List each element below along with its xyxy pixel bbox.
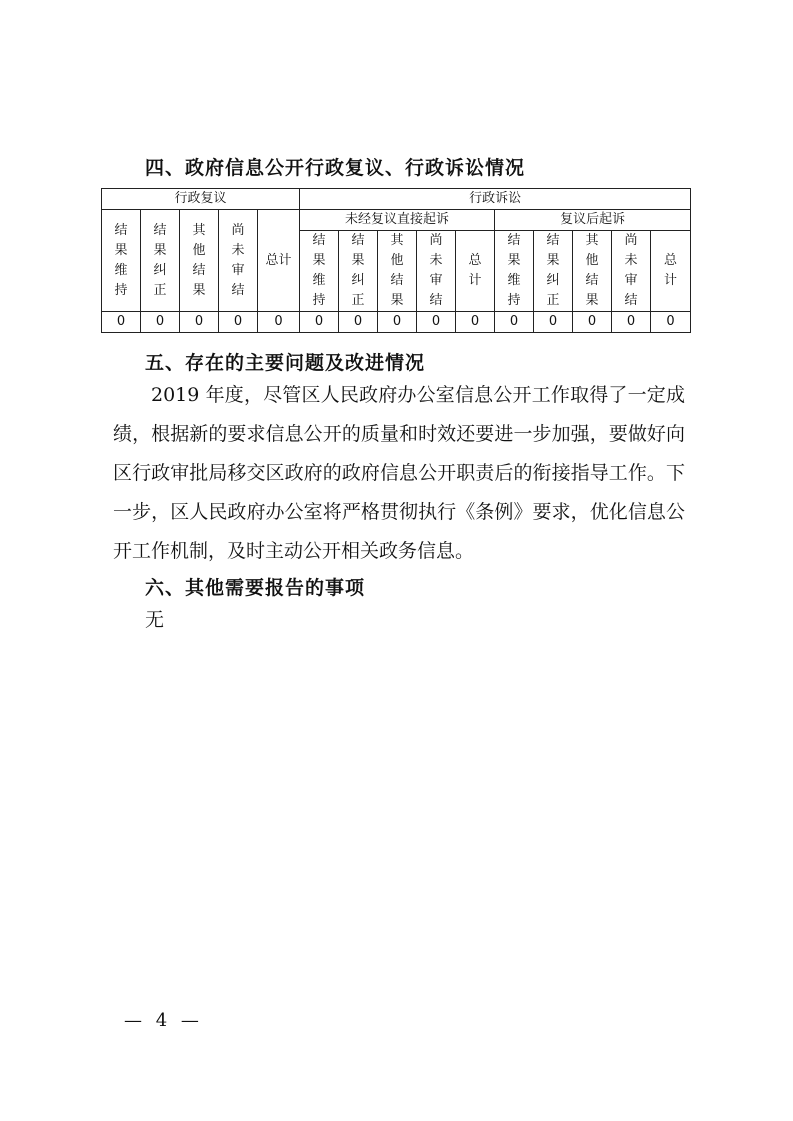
- value-cell: 0: [495, 312, 534, 333]
- post-other-header: 其他结果: [573, 231, 612, 312]
- value-cell: 0: [612, 312, 651, 333]
- review-total-header: 总计: [258, 210, 300, 312]
- post-review-suit-header: 复议后起诉: [495, 210, 691, 231]
- value-cell: 0: [378, 312, 417, 333]
- post-pending-header: 尚未审结: [612, 231, 651, 312]
- admin-litigation-header: 行政诉讼: [300, 189, 691, 210]
- direct-suit-header: 未经复议直接起诉: [300, 210, 495, 231]
- value-cell: 0: [300, 312, 339, 333]
- value-cell: 0: [180, 312, 219, 333]
- section-6-content: 无: [145, 609, 165, 631]
- value-cell: 0: [417, 312, 456, 333]
- review-pending-header: 尚未审结: [219, 210, 258, 312]
- review-other-header: 其他结果: [180, 210, 219, 312]
- page-number: — 4 —: [124, 1010, 203, 1031]
- value-cell: 0: [219, 312, 258, 333]
- section-5-heading: 五、存在的主要问题及改进情况: [145, 352, 426, 374]
- post-maintained-header: 结果维持: [495, 231, 534, 312]
- section-5-paragraph: 2019 年度，尽管区人民政府办公室信息公开工作取得了一定成绩，根据新的要求信息公开的质量和时效还要进一步加强，要做好向区行政审批局移交区政府的政府信息公开职责后的衔接指导工作。下一步，区人民政府办公室将严格贯彻执行《条例》要求，优化信息公开工作机制，及时主动公开相关政务信息。: [113, 384, 685, 562]
- litigation-stats-table: [101, 188, 691, 333]
- review-corrected-header: 结果纠正: [141, 210, 180, 312]
- value-cell: 0: [456, 312, 495, 333]
- section-6-heading: 六、其他需要报告的事项: [145, 577, 366, 599]
- value-cell: 0: [534, 312, 573, 333]
- direct-total-header: 总计: [456, 231, 495, 312]
- section-4-heading: 四、政府信息公开行政复议、行政诉讼情况: [145, 157, 526, 179]
- value-cell: 0: [339, 312, 378, 333]
- review-maintained-header: 结果维持: [102, 210, 141, 312]
- direct-corrected-header: 结果纠正: [339, 231, 378, 312]
- value-cell: 0: [258, 312, 300, 333]
- post-total-header: 总计: [651, 231, 691, 312]
- direct-pending-header: 尚未审结: [417, 231, 456, 312]
- admin-review-header: 行政复议: [102, 189, 300, 210]
- post-corrected-header: 结果纠正: [534, 231, 573, 312]
- value-cell: 0: [141, 312, 180, 333]
- direct-maintained-header: 结果维持: [300, 231, 339, 312]
- value-cell: 0: [102, 312, 141, 333]
- value-cell: 0: [573, 312, 612, 333]
- value-cell: 0: [651, 312, 691, 333]
- direct-other-header: 其他结果: [378, 231, 417, 312]
